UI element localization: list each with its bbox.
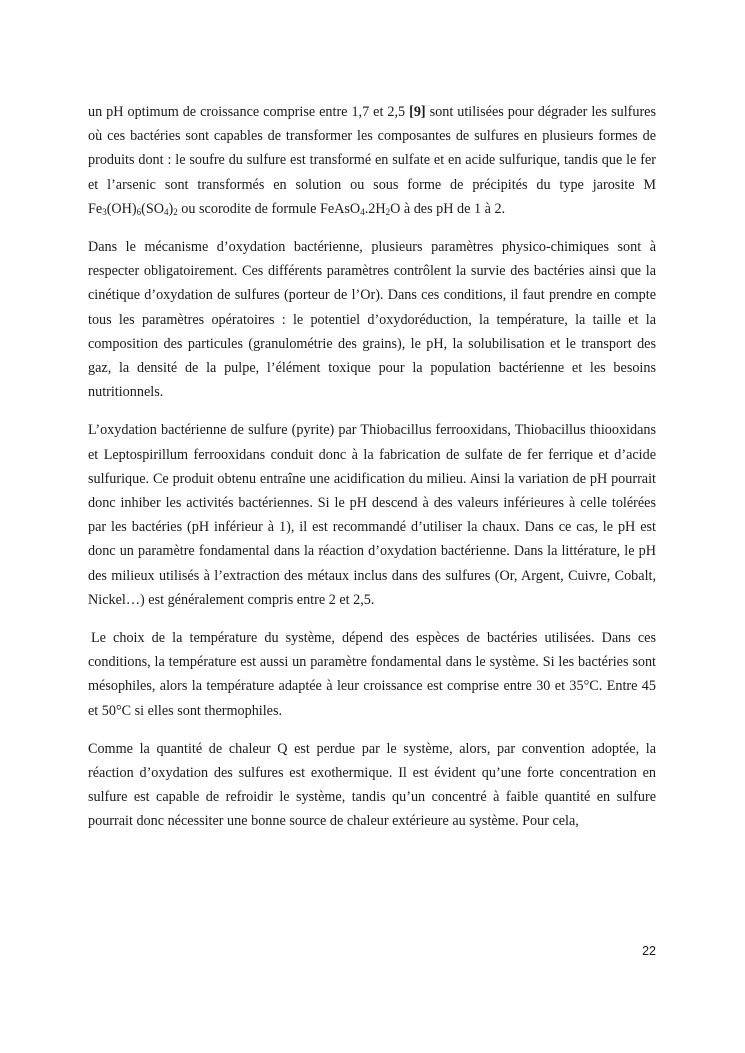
formula-text: ) bbox=[168, 200, 174, 217]
paragraph-text: un pH optimum de croissance comprise entre 1,7 et 2,5 bbox=[88, 104, 410, 120]
formula-text: .2H bbox=[364, 200, 386, 217]
formula-text: (OH) bbox=[106, 200, 137, 217]
body-text bbox=[88, 100, 656, 848]
subscript: 3 bbox=[102, 206, 107, 217]
subscript: 2 bbox=[385, 206, 391, 217]
formula-text: (SO bbox=[141, 200, 165, 217]
paragraph-temperature: Le choix de la température du système, dépend des espèces de bactéries utilisées. Dans ces conditions, la température est aussi un paramètre fondamental dans le système. Si les bactéries sont mésophiles, alors la température adaptée à leur croissance est comprise entre 30 et 35°C. Entre 45 et 50°C si elles sont thermophiles. bbox=[88, 630, 656, 719]
subscript: 2 bbox=[173, 206, 178, 217]
paragraph-text: sont utilisées pour dégrader les sulfures où ces bactéries sont capables de transformer les composantes de sulfures en plusieurs formes de produits dont : le soufre du sulfure est transformé en sulfate et en acide sulfurique, tandis que le fer et l’arsenic sont transformés en solution ou sous forme de précipités du type jarosite M Fe bbox=[88, 104, 656, 217]
subscript: 6 bbox=[136, 206, 142, 217]
subscript: 4 bbox=[164, 206, 169, 217]
paragraph-text: O à des pH de 1 à 2. bbox=[390, 200, 506, 217]
paragraph-heat-exothermic: Comme la quantité de chaleur Q est perdue par le système, alors, par convention adoptée, la réaction d’oxydation des sulfures est exothermique. Il est évident qu’une forte concentration en sulfure est capable de refroidir le système, tandis qu’un concentré à faible quantité en sulfure pourrait donc nécessiter une bonne source de chaleur extérieure au système. Pour cela, bbox=[88, 740, 656, 830]
paragraph-ph-optimum bbox=[88, 100, 656, 221]
formula-text: ou scorodite de formule FeAsO bbox=[177, 200, 361, 217]
page-number: 22 bbox=[642, 944, 656, 958]
subscript: 4 bbox=[360, 206, 365, 217]
citation-reference: [9] bbox=[409, 104, 426, 120]
paragraph-bacterial-oxidation-ph: L’oxydation bactérienne de sulfure (pyrite) par Thiobacillus ferrooxidans, Thiobacillus thiooxidans et Leptospirillum ferrooxidans conduit donc à la fabrication de sulfate de fer ferrique et d’acide sulfurique. Ce produit obtenu entraîne une acidification du milieu. Ainsi la variation de pH pourrait donc inhiber les activités bactériennes. Si le pH descend à des valeurs inférieures à celle tolérées par les bactéries (pH inférieur à 1), il est recommandé d’utiliser la chaux. Dans ce cas, le pH est donc un paramètre fondamental dans la réaction d’oxydation bactérienne. Dans la littérature, le pH des milieux utilisés à l’extraction des métaux inclus dans des sulfures (Or, Argent, Cuivre, Cobalt, Nickel…) est généralement compris entre 2 et 2,5. bbox=[88, 422, 656, 608]
paragraph-oxidation-parameters: Dans le mécanisme d’oxydation bactérienne, plusieurs paramètres physico-chimiques sont à respecter obligatoirement. Ces différents paramètres contrôlent la survie des bactéries ainsi que la cinétique d’oxydation de sulfures (porteur de l’Or). Dans ces conditions, il faut prendre en compte tous les paramètres opératoires : le potentiel d’oxydoréduction, la température, la taille et la composition des particules (granulométrie des grains), le pH, la solubilisation et le transport des gaz, la densité de la pulpe, l’élément toxique pour la population bactérienne et les besoins nutritionnels. bbox=[88, 239, 656, 401]
